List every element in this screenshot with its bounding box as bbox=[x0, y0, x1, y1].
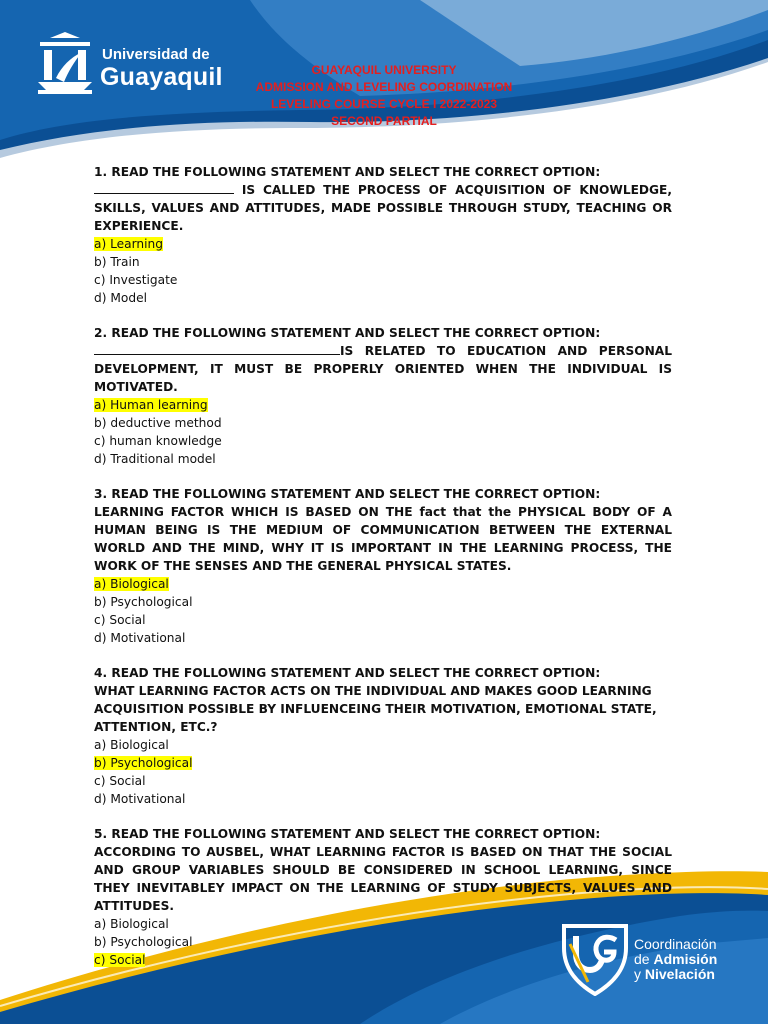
question-statement: IS RELATED TO EDUCATION AND PERSONAL DEVELOPMENT, IT MUST BE PROPERLY ORIENTED WHEN THE INDIVIDUAL IS MOTIVATED. bbox=[94, 344, 672, 394]
selected-answer: c) Social bbox=[94, 953, 146, 967]
option-b: b) deductive method bbox=[94, 416, 222, 430]
option-c: c) Social bbox=[94, 774, 146, 788]
question-prompt: 5. READ THE FOLLOWING STATEMENT AND SELECT THE CORRECT OPTION: bbox=[94, 827, 601, 841]
option-a bbox=[94, 235, 672, 253]
option-c: c) Investigate bbox=[94, 273, 178, 287]
answer-blank bbox=[94, 342, 340, 355]
option-b bbox=[94, 754, 672, 772]
option-a bbox=[94, 575, 672, 593]
question-prompt: 2. READ THE FOLLOWING STATEMENT AND SELECT THE CORRECT OPTION: bbox=[94, 326, 601, 340]
header-line-university: GUAYAQUIL UNIVERSITY bbox=[311, 63, 457, 77]
question-5 bbox=[94, 825, 672, 969]
logo-text-guayaquil: Guayaquil bbox=[100, 63, 223, 91]
question-3 bbox=[94, 485, 672, 647]
option-c: c) Social bbox=[94, 613, 146, 627]
question-statement: WHAT LEARNING FACTOR ACTS ON THE INDIVIDUAL AND MAKES GOOD LEARNING ACQUISITION POSSIBLE BY INFLUENCEING THEIR MOTIVATION, EMOTIONAL STATE, ATTENTION, ETC.? bbox=[94, 684, 657, 734]
bottom-logo-line2: de Admisión bbox=[634, 951, 718, 967]
question-2 bbox=[94, 324, 672, 468]
question-prompt: 1. READ THE FOLLOWING STATEMENT AND SELECT THE CORRECT OPTION: bbox=[94, 165, 601, 179]
option-b: b) Psychological bbox=[94, 595, 193, 609]
option-d: d) Motivational bbox=[94, 792, 186, 806]
question-statement: LEARNING FACTOR WHICH IS BASED ON THE fact that the PHYSICAL BODY OF A HUMAN BEING IS THE MEDIUM OF COMMUNICATION BETWEEN THE EXTERNAL WORLD AND THE MIND, WHY IT IS IMPORTANT IN THE LEARNING PROCESS, THE WORK OF THE SENSES AND THE GENERAL PHYSICAL STATES. bbox=[94, 505, 672, 573]
option-c: c) human knowledge bbox=[94, 434, 222, 448]
header-line-course: LEVELING COURSE CYCLE I 2022-2023 bbox=[270, 97, 498, 111]
option-d: d) Traditional model bbox=[94, 452, 216, 466]
selected-answer: a) Biological bbox=[94, 577, 169, 591]
option-a bbox=[94, 396, 672, 414]
option-a: a) Biological bbox=[94, 917, 169, 931]
question-prompt: 3. READ THE FOLLOWING STATEMENT AND SELECT THE CORRECT OPTION: bbox=[94, 487, 601, 501]
option-b: b) Train bbox=[94, 255, 140, 269]
logo-text-university-de: Universidad de bbox=[102, 46, 210, 63]
question-1 bbox=[94, 163, 672, 307]
selected-answer: b) Psychological bbox=[94, 756, 193, 770]
exam-content bbox=[94, 163, 672, 986]
option-d: d) Model bbox=[94, 291, 147, 305]
question-statement: ACCORDING TO AUSBEL, WHAT LEARNING FACTOR IS BASED ON THAT THE SOCIAL AND GROUP VARIABLES SHOULD BE CONSIDERED IN SCHOOL LEARNING, SINCE THEY INEVITABLEY IMPACT ON THE LEARNING OF STUDY SUBJECTS, VALUES AND ATTITUDES. bbox=[94, 845, 672, 913]
option-d: d) Motivational bbox=[94, 631, 186, 645]
answer-blank bbox=[94, 181, 234, 194]
question-prompt: 4. READ THE FOLLOWING STATEMENT AND SELECT THE CORRECT OPTION: bbox=[94, 666, 601, 680]
question-4 bbox=[94, 664, 672, 808]
selected-answer: a) Human learning bbox=[94, 398, 208, 412]
option-c bbox=[94, 951, 672, 969]
bottom-logo-line1: Coordinación bbox=[634, 936, 717, 952]
header-line-coordination: ADMISSION AND LEVELING COORDINATION bbox=[255, 80, 513, 94]
selected-answer: a) Learning bbox=[94, 237, 164, 251]
option-b: b) Psychological bbox=[94, 935, 193, 949]
option-a: a) Biological bbox=[94, 738, 169, 752]
bottom-logo-line3: y Nivelación bbox=[634, 966, 715, 982]
header-line-partial: SECOND PARTIAL bbox=[331, 114, 437, 128]
question-statement: IS CALLED THE PROCESS OF ACQUISITION OF KNOWLEDGE, SKILLS, VALUES AND ATTITUDES, MADE POSSIBLE THROUGH STUDY, TEACHING OR EXPERIENCE. bbox=[94, 183, 672, 233]
